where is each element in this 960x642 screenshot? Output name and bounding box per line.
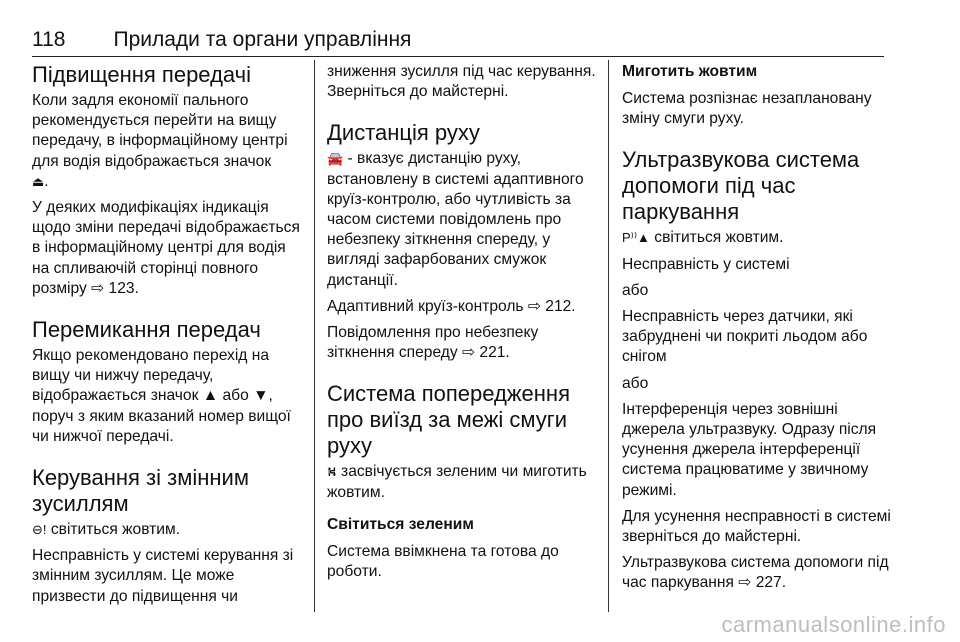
paragraph: ⛕ засвічується зеленим чи миготить жовтим.	[327, 463, 587, 501]
upshift-icon: ⏏	[32, 173, 45, 189]
paragraph: P⁾⁾▲ світиться жовтим.	[622, 228, 892, 248]
paragraph: Несправність у системі керування зі змінним зусиллям. Це може призвести до підвищення чи	[32, 547, 294, 605]
lane-departure-icon: ⛕	[327, 464, 337, 480]
section-title: Ультразвукова система допомоги під час паркування	[622, 147, 860, 225]
distance-icon: 🚘	[327, 151, 344, 167]
paragraph: Система ввімкнена та готова до роботи.	[327, 542, 559, 581]
section-title: Перемикання передач	[32, 317, 261, 343]
section-title: Керування зі змінним зусиллям	[32, 465, 249, 517]
column-3	[622, 62, 892, 600]
paragraph: Якщо рекомендовано перехід на вищу чи нижчу передачу, відображається значок ▲ або ▼, поруч з яким вказаний номер вищої чи нижчої передачі.	[32, 347, 291, 445]
section-title: Дистанція руху	[327, 120, 480, 146]
paragraph: Для усунення несправності в системі зверніться до майстерні.	[622, 507, 891, 546]
paragraph: або	[622, 281, 649, 299]
subsection-title: Світиться зеленим	[327, 515, 474, 533]
paragraph: Повідомлення про небезпеку зіткнення спереду ⇨ 221.	[327, 324, 539, 362]
column-2	[327, 62, 599, 588]
column-1	[32, 62, 304, 613]
column-divider	[608, 60, 609, 612]
paragraph: У деяких модифікаціях індикація щодо зміни передачі відображається в інформаційному центрі для водія на спливаючій сторінці повного розміру ⇨ 123.	[32, 199, 300, 297]
paragraph: ⊖! світиться жовтим.	[32, 520, 304, 540]
paragraph: Система розпізнає незаплановану зміну смуги руху.	[622, 90, 872, 128]
paragraph: зниження зусилля під час керування. Зверніться до майстерні.	[327, 63, 596, 101]
section-title: Підвищення передачі	[32, 62, 252, 87]
paragraph: або	[622, 374, 649, 392]
column-divider	[314, 60, 315, 612]
paragraph: Адаптивний круїз-контроль ⇨ 212.	[327, 297, 576, 315]
paragraph: Ультразвукова система допомоги під час паркування ⇨ 227.	[622, 554, 889, 592]
paragraph: 🚘 - вказує дистанцію руху, встановлену в системі адаптивного круїз-контролю, або чутливість за часом системи повідомлень про небезпеку зіткнення спереду, у вигляді зафарбованих смужок дистанції.	[327, 150, 584, 289]
paragraph: Коли задля економії пального рекомендується перейти на вищу передачу, в інформаційному центрі для водія відображається значок ⏏.	[32, 91, 304, 192]
section-title: Система попередження про виїзд за межі смуги руху	[327, 381, 570, 459]
header-title: Прилади та органи управління	[113, 28, 412, 51]
paragraph: Несправність у системі	[622, 255, 790, 273]
steering-warning-icon: ⊖!	[32, 522, 47, 538]
watermark: carmanualsonline.info	[721, 612, 946, 637]
subsection-title: Миготить жовтим	[622, 63, 758, 80]
parking-assist-icon: P⁾⁾▲	[622, 230, 650, 246]
paragraph: Несправність через датчики, які забруднені чи покриті льодом або снігом	[622, 308, 868, 366]
page-number: 118	[32, 28, 66, 51]
page-header	[32, 22, 884, 57]
paragraph: Інтерференція через зовнішні джерела ультразвуку. Одразу після усунення джерела інтерференції система працюватиме у звичному режимі.	[622, 400, 877, 499]
